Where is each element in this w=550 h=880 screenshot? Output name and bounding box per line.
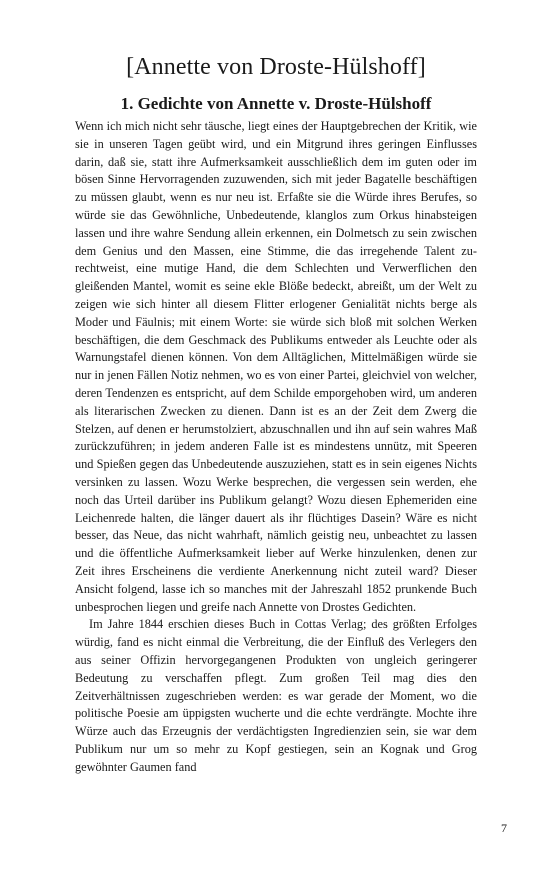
paragraph: Wenn ich mich nicht sehr täusche, liegt eines der Hauptgebrechen der Kritik, wie sie in unseren Tagen geübt wird, und ein Mitgrund ihres geringen Einflusses darin, daß sie, statt ihre Aufmerksamkeit ausschließlich dem im guten oder im bösen Sinne Hervorragenden zuzuwenden, sich mit jeder Bagatelle beschäftigen zu müssen glaubt, wenn es nur neu ist. Erfaßte sie die Würde ihres Berufes, so würde sie das Gewöhnliche, Unbedeutende, klanglos zum Orkus hinabsteigen lassen und ihre wahre Sendung allein erkennen, ein Dolmetsch zu sein zwischen dem Genius und den Massen, eine Stimme, die das irregehende Talent zurechtweist, eine mutige Hand, die dem Schlechten und Verwerflichen den gleißenden Mantel, womit es seine ekle Blöße bedeckt, abreißt, um der Welt zu zeigen wie sich hinter all diesem Flitter erlogener Genialität nichts berge als Moder und Fäulnis; mit einem Worte: sie würde sich bloß mit solchen Werken beschäftigen, die dem Geschmack des Publikums entweder als Leuchte oder als Warnungstafel dienen können. Von dem Alltäglichen, Mittelmäßigen würde sie nur in jenen Fällen Notiz nehmen, wo es von einer Partei, gleichviel von welcher, deren Tendenzen es entspricht, auf dem Schilde emporgehoben wird, um anderen als literarischen Zwecken zu dienen. Dann ist es an der Zeit dem Zwerg die Stelzen, auf denen er herumstolziert, abzuschnallen und ihn auf sein wahres Maß zurückzuführen; in jedem anderen Falle ist es mindestens unnütz, mit Speeren und Spießen gegen das Unbedeutende auszuziehen, statt es in sein eigenes Nichts versinken zu lassen. Wozu Werke besprechen, die vergessen sein werden, ehe noch das Urteil darüber ins Publikum gelangt? Wozu diesen Ephemeriden eine Leichenrede halten, die länger dauert als ihr flüchtiges Dasein? Wäre es nicht besser, das Neue, das nicht wahrhaft, nämlich geistig neu, unbeachtet zu lassen und die öffentliche Aufmerksamkeit lieber auf Werke hinzulenken, denen zur Zeit ihres Erscheinens die verdiente Anerkennung nicht zuteil ward? Dieser Ansicht folgend, lasse ich so manches mit der Jahreszahl 1852 prunkende Buch unbesprochen liegen und greife nach Annette von Drostes Gedichten.	[75, 119, 477, 614]
book-page	[75, 52, 477, 776]
body-text	[75, 118, 477, 776]
section-title: 1. Gedichte von Annette v. Droste-Hülshoff	[120, 94, 432, 113]
chapter-title: [Annette von Droste-Hülshoff]	[126, 54, 426, 80]
page-number: 7	[501, 821, 507, 835]
paragraph: Im Jahre 1844 erschien dieses Buch in Cottas Verlag; des größten Erfolges würdig, fand es nicht einmal die Verbreitung, die der Einfluß des Verlegers den aus seiner Offizin hervorgegangenen Produkten von ungleich geringerer Bedeutung zu verschaffen pflegt. Zum großen Teil mag dies den Zeitverhältnissen zugeschrieben werden: es war gerade der Moment, wo die politische Poesie am üppigsten wucherte und die echte verdrängte. Mochte ihre Würze auch das Erzeugnis der verdächtigsten Ingredienzien sein, sie war dem Publikum nur um so mehr zu Kopf gestiegen, sein an Kognak und Grog gewöhnter Gaumen fand	[75, 617, 477, 774]
